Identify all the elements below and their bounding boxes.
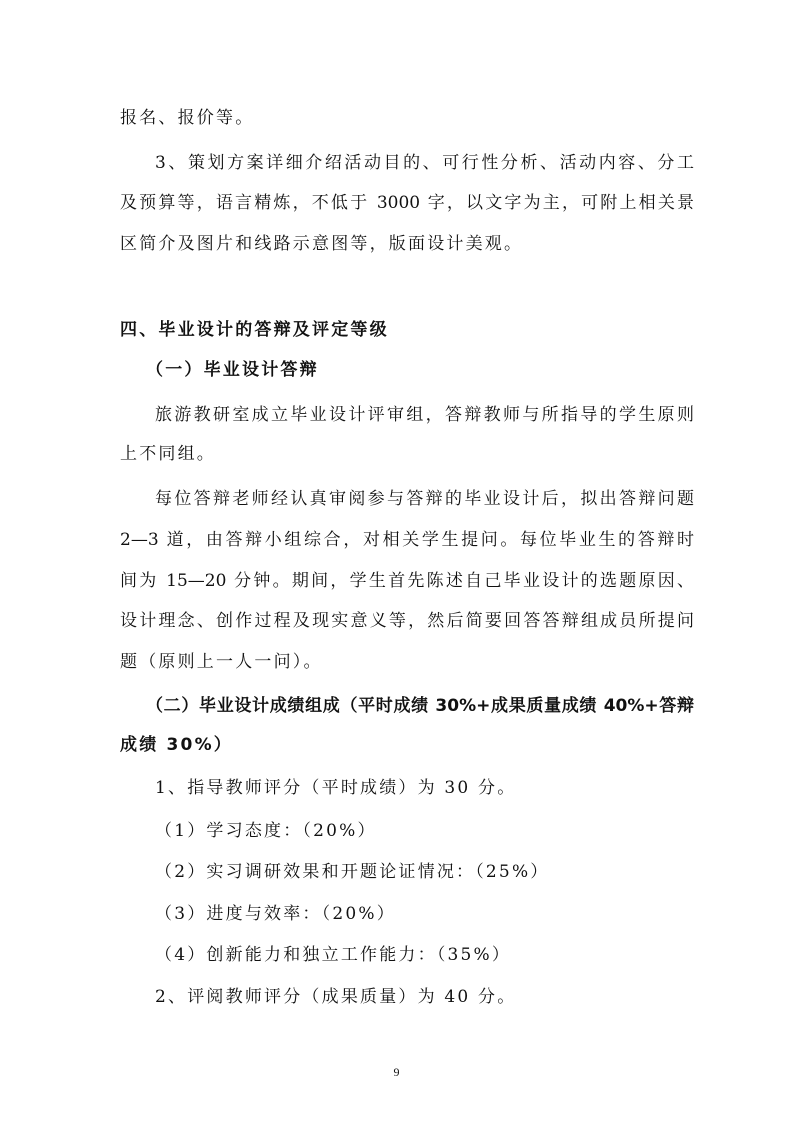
list-item: 1、指导教师评分（平时成绩）为 30 分。 xyxy=(155,778,517,798)
subsection-heading: （一）毕业设计答辩 xyxy=(146,360,319,380)
paragraph-line: 3、策划方案详细介绍活动目的、可行性分析、活动内容、分工 xyxy=(155,153,694,173)
paragraph-line: 每位答辩老师经认真审阅参与答辩的毕业设计后，拟出答辩问题 xyxy=(155,489,694,509)
paragraph-line: 间为 15—20 分钟。期间，学生首先陈述自己毕业设计的选题原因、 xyxy=(120,571,694,591)
subsection-heading: （二）毕业设计成绩组成（平时成绩 30%+成果质量成绩 40%+答辩 xyxy=(146,696,694,716)
paragraph-line: 及预算等，语言精炼，不低于 3000 字，以文字为主，可附上相关景 xyxy=(120,193,694,213)
list-item: （3）进度与效率：（20%） xyxy=(155,904,396,924)
paragraph-line: 区简介及图片和线路示意图等，版面设计美观。 xyxy=(120,234,524,254)
list-item: （4）创新能力和独立工作能力：（35%） xyxy=(155,945,512,965)
paragraph-line: 题（原则上一人一问）。 xyxy=(120,652,323,672)
list-item: 2、评阅教师评分（成果质量）为 40 分。 xyxy=(155,987,517,1007)
list-item: （1）学习态度：（20%） xyxy=(155,821,377,841)
paragraph-line: 旅游教研室成立毕业设计评审组，答辩教师与所指导的学生原则 xyxy=(155,405,694,425)
section-heading: 四、毕业设计的答辩及评定等级 xyxy=(120,320,389,340)
paragraph-line: 报名、报价等。 xyxy=(120,108,255,128)
paragraph-line: 2—3 道，由答辩小组综合，对相关学生提问。每位毕业生的答辩时 xyxy=(120,530,694,550)
subsection-heading: 成绩 30%） xyxy=(120,735,234,755)
list-item: （2）实习调研效果和开题论证情况：（25%） xyxy=(155,862,550,882)
paragraph-line: 设计理念、创作过程及现实意义等，然后简要回答答辩组成员所提问 xyxy=(120,611,694,631)
page-number: 9 xyxy=(393,1065,400,1079)
paragraph-line: 上不同组。 xyxy=(120,444,216,464)
